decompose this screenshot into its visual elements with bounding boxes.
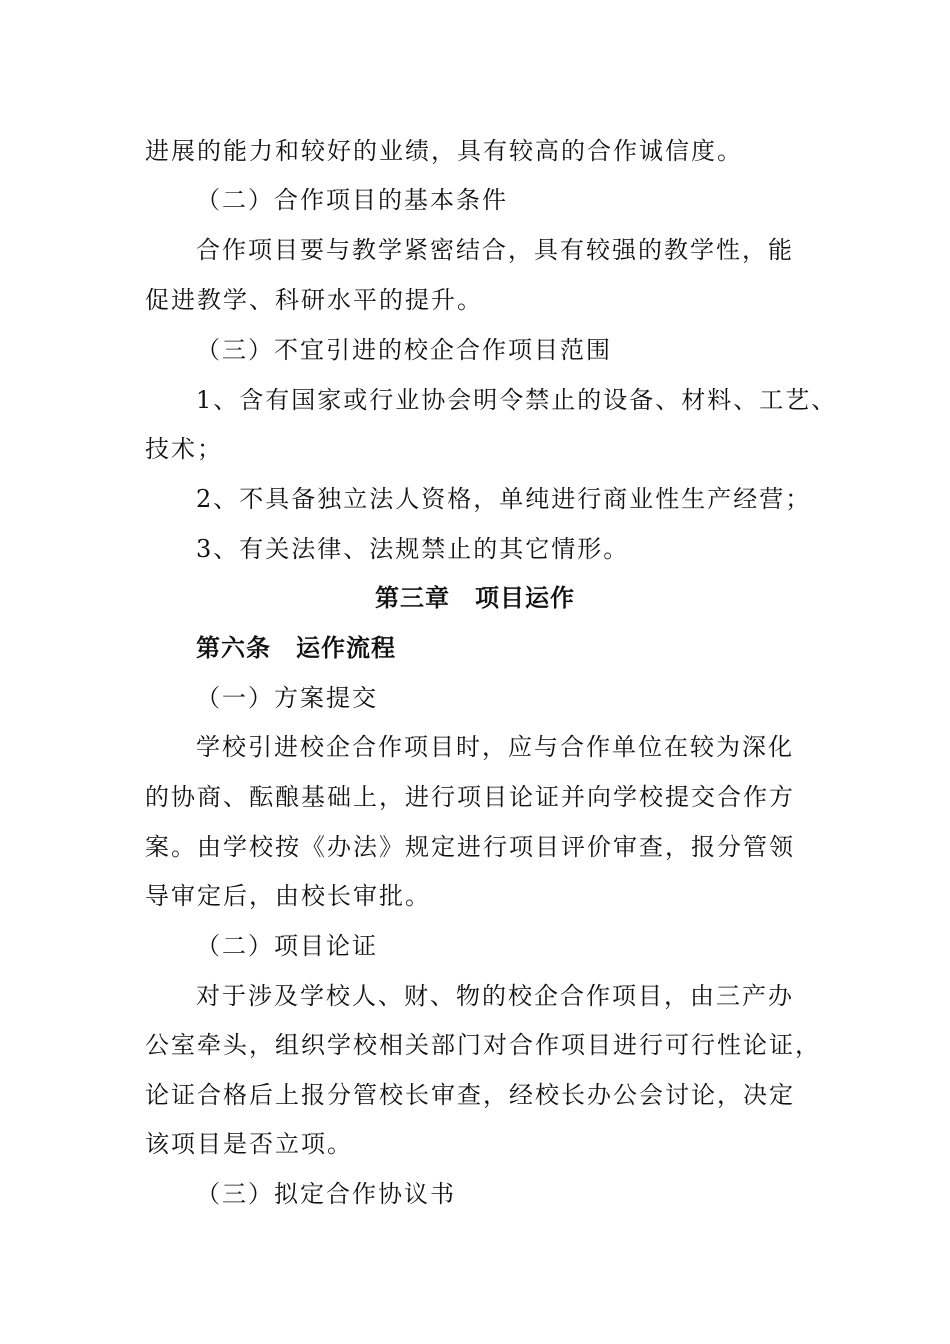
paragraph-line: 论证合格后上报分管校长审查，经校长办公会讨论，决定 (145, 1081, 795, 1109)
list-item: 1、含有国家或行业协会明令禁止的设备、材料、工艺、 (196, 386, 838, 414)
section-heading: （二）项目论证 (196, 932, 378, 960)
section-heading: （二）合作项目的基本条件 (196, 186, 508, 214)
chapter-heading: 第三章 项目运作 (375, 584, 575, 612)
paragraph-line: 该项目是否立项。 (145, 1130, 353, 1158)
paragraph-line: 进展的能力和较好的业绩，具有较高的合作诚信度。 (145, 137, 743, 165)
list-item: 2、不具备独立法人资格，单纯进行商业性生产经营； (196, 485, 812, 513)
paragraph-line: 合作项目要与教学紧密结合，具有较强的教学性，能 (196, 236, 794, 264)
paragraph-line: 学校引进校企合作项目时，应与合作单位在较为深化 (196, 733, 794, 761)
paragraph-line: 对于涉及学校人、财、物的校企合作项目，由三产办 (196, 982, 794, 1010)
section-heading: （三）不宜引进的校企合作项目范围 (196, 336, 612, 364)
paragraph-line: 公室牵头，组织学校相关部门对合作项目进行可行性论证， (145, 1031, 821, 1059)
paragraph-line: 的协商、酝酿基础上，进行项目论证并向学校提交合作方 (145, 783, 795, 811)
section-heading: （一）方案提交 (196, 684, 378, 712)
list-item: 3、有关法律、法规禁止的其它情形。 (196, 535, 630, 563)
paragraph-line: 促进教学、科研水平的提升。 (145, 286, 483, 314)
paragraph-line: 技术； (145, 435, 223, 463)
paragraph-line: 导审定后，由校长审批。 (145, 882, 431, 910)
section-heading: （三）拟定合作协议书 (196, 1180, 456, 1208)
article-heading: 第六条 运作流程 (196, 634, 396, 662)
paragraph-line: 案。由学校按《办法》规定进行项目评价审查，报分管领 (145, 833, 795, 861)
